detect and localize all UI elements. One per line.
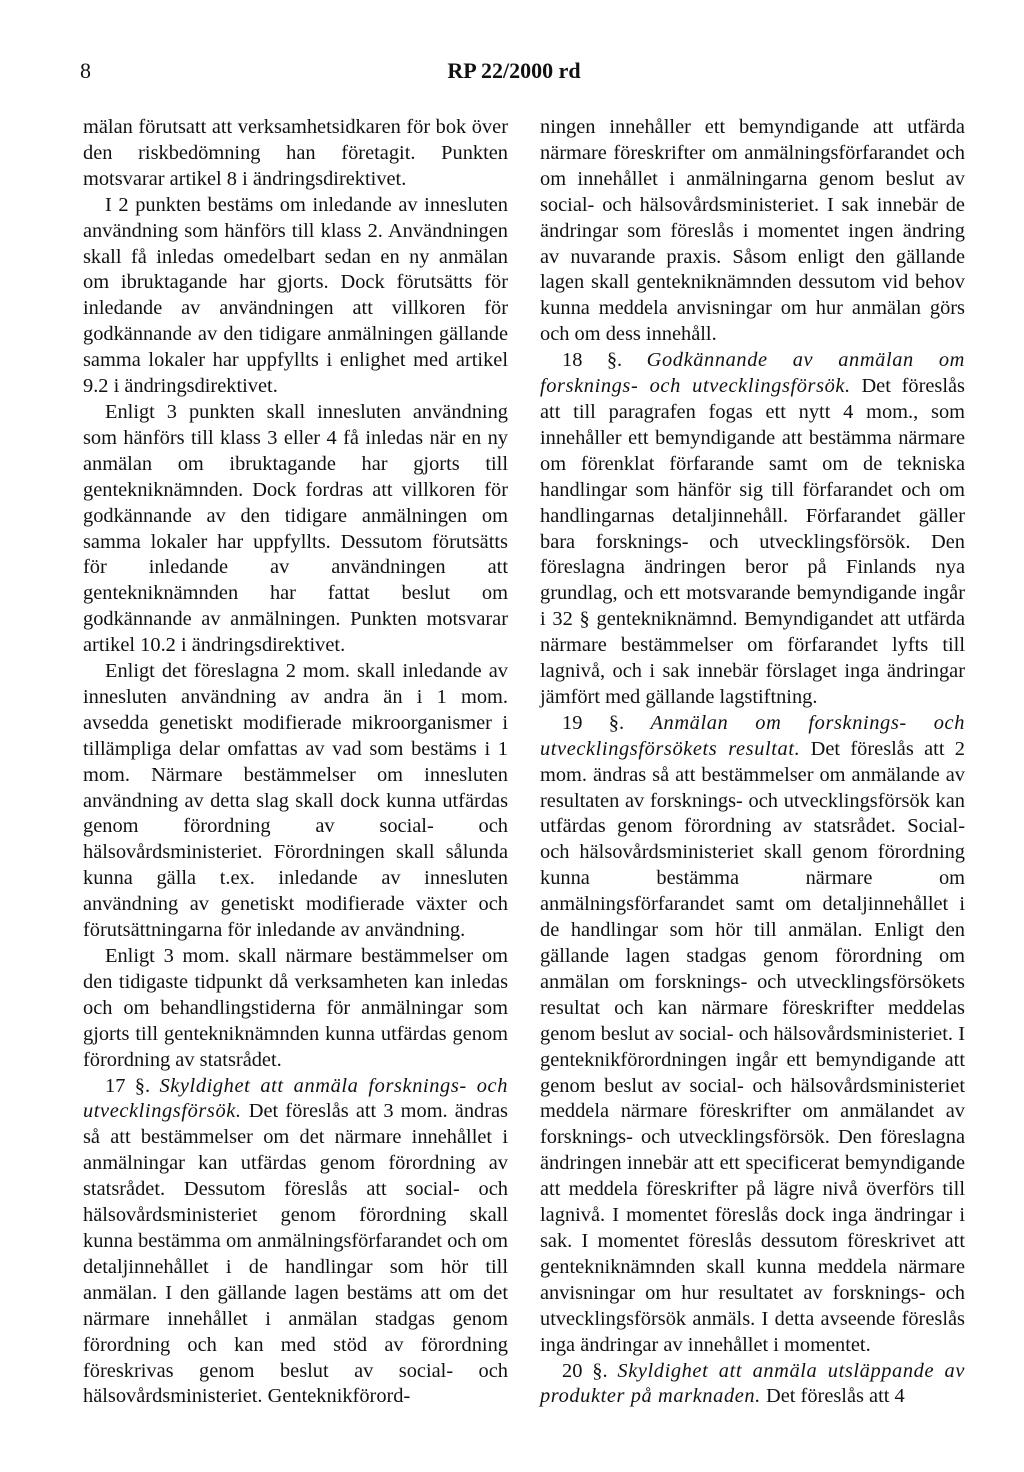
paragraph: Enligt 3 punkten skall innesluten användning som hänförs till klass 3 eller 4 få inledas när en ny anmälan om ibruktagande har gjorts till gentekniknämnden. Dock fordras att villkoren för godkännande av den tidigare anmälningen om samma lokaler har uppfyllts. Dessutom förutsätts för inledande av användningen att gentekniknämnden har fattat beslut om godkännande av anmälningen. Punkten motsvarar artikel 10.2 i ändringsdirektivet. bbox=[83, 400, 508, 657]
section-number: 20 §. bbox=[562, 1359, 608, 1382]
right-column bbox=[540, 115, 965, 1410]
section-text: Det föreslås att 3 mom. ändras så att bestämmelser om det närmare innehållet i anmälningar kan utfärdas genom förordning av statsrådet. Dessutom föreslås att social- och hälsovårdsministeriet genom förordning skall kunna bestämma om anmälningsförfarandet och om detaljinnehållet i de handlingar som hör till anmälan. I den gällande lagen bestäms att om det närmare innehållet i anmälan stadgas genom förordning och kan med stöd av förordning föreskrivas genom beslut av social- och hälsovårdsministeriet. Genteknikförord- bbox=[83, 1100, 508, 1408]
section-number: 18 §. bbox=[562, 349, 623, 372]
paragraph: I 2 punkten bestäms om inledande av innesluten användning som hänförs till klass 2. Användningen skall få inledas omedelbart sedan en ny anmälan om ibruktagande har gjorts. Dock förutsätts för inledande av användningen att villkoren för godkännande av den tidigare anmälningen gällande samma lokaler har uppfyllts i enlighet med artikel 9.2 i ändringsdirektivet. bbox=[83, 193, 508, 398]
section-paragraph bbox=[540, 711, 965, 1359]
section-title: Skyldighet att anmäla utsläppande av produkter på marknaden. bbox=[540, 1359, 965, 1408]
document-id: RP 22/2000 rd bbox=[447, 58, 581, 83]
section-title: Godkännande av anmälan om forsknings- och utvecklingsförsök. bbox=[540, 349, 966, 398]
page-number: 8 bbox=[80, 58, 91, 83]
section-number: 17 §. bbox=[105, 1074, 151, 1097]
left-column bbox=[83, 115, 508, 1410]
paragraph: Enligt det föreslagna 2 mom. skall inledande av innesluten användning av andra än i 1 mom. avsedda genetiskt modifierade mikroorganismer i tillämpliga delar omfattas av vad som bestäms i 1 mom. Närmare bestämmelser om innesluten användning av detta slag skall dock kunna utfärdas genom förordning av social- och hälsovårdsministeriet. Förordningen skall sålunda kunna gälla t.ex. inledande av innesluten användning av genetiskt modifierade växter och förutsättningarna för inledande av användning. bbox=[83, 660, 508, 942]
page-header bbox=[80, 58, 948, 88]
section-text: Det föreslås att 2 mom. ändras så att bestämmelser om anmälande av resultaten av forsknings- och utvecklingsförsök kan utfärdas genom förordning av statsrådet. Social- och hälsovårdsministeriet skall genom förordning kunna bestämma närmare om anmälningsförfarandet samt om detaljinnehållet i de handlingar som hör till anmälan. Enligt den gällande lagen stadgas genom förordning om anmälan om forsknings- och utvecklingsförsökets resultat och kan närmare föreskrifter meddelas genom beslut av social- och hälsovårdsministeriet. I genteknikförordningen ingår ett bemyndigande att genom beslut av social- och hälsovårdsministeriet meddela närmare föreskrifter om anmälandet av forsknings- och utvecklingsförsök. Den föreslagna ändringen innebär att ett specificerat bemyndigande att meddela föreskrifter på lägre nivå överförs till lagnivå. I momentet föreslås dock inga ändringar i sak. I momentet föreslås dessutom föreskrivet att gentekniknämnden skall kunna meddela närmare anvisningar om hur resultatet av forsknings- och utvecklingsförsök anmäls. I detta avseende föreslås inga ändringar av innehållet i momentet. bbox=[540, 737, 965, 1356]
section-paragraph bbox=[83, 1074, 508, 1411]
section-title: Anmälan om forsknings- och utvecklingsförsökets resultat. bbox=[540, 711, 966, 760]
paragraph: Enligt 3 mom. skall närmare bestämmelser om den tidigaste tidpunkt då verksamheten kan inledas och om behandlingstiderna för anmälningar som gjorts till gentekniknämnden kunna utfärdas genom förordning av statsrådet. bbox=[83, 945, 508, 1071]
section-paragraph bbox=[540, 348, 965, 711]
section-number: 19 §. bbox=[562, 711, 625, 734]
section-title: Skyldighet att anmäla forsknings- och utvecklingsförsök. bbox=[83, 1074, 508, 1123]
section-text: Det föreslås att till paragrafen fogas ett nytt 4 mom., som innehåller ett bemyndigande att bestämma närmare om förenklat förfarande samt om de tekniska handlingar som hänför sig till förfarandet och om handlingarnas detaljinnehåll. Förfarandet gäller bara forsknings- och utvecklingsförsök. Den föreslagna ändringen beror på Finlands nya grundlag, och ett motsvarande bemyndigande ingår i 32 § gentekniknämnd. Bemyndigandet att utfärda närmare bestämmelser om förfarandet lyfts till lagnivå, och i sak innebär förslaget inga ändringar jämfört med gällande lagstiftning. bbox=[540, 375, 965, 708]
section-text: Det föreslås att 4 bbox=[766, 1385, 905, 1408]
paragraph: ningen innehåller ett bemyndigande att utfärda närmare föreskrifter om anmälningsförfarandet och om innehållet i anmälningarna genom beslut av social- och hälsovårdsministeriet. I sak innebär de ändringar som föreslås i momentet ingen ändring av nuvarande praxis. Såsom enligt den gällande lagen skall gentekniknämnden dessutom vid behov kunna meddela anvisningar om hur anmälan görs och om dess innehåll. bbox=[540, 116, 965, 346]
paragraph: mälan förutsatt att verksamhetsidkaren för bok över den riskbedömning han företagit. Punkten motsvarar artikel 8 i ändringsdirektivet. bbox=[83, 116, 508, 190]
section-paragraph bbox=[540, 1359, 965, 1411]
